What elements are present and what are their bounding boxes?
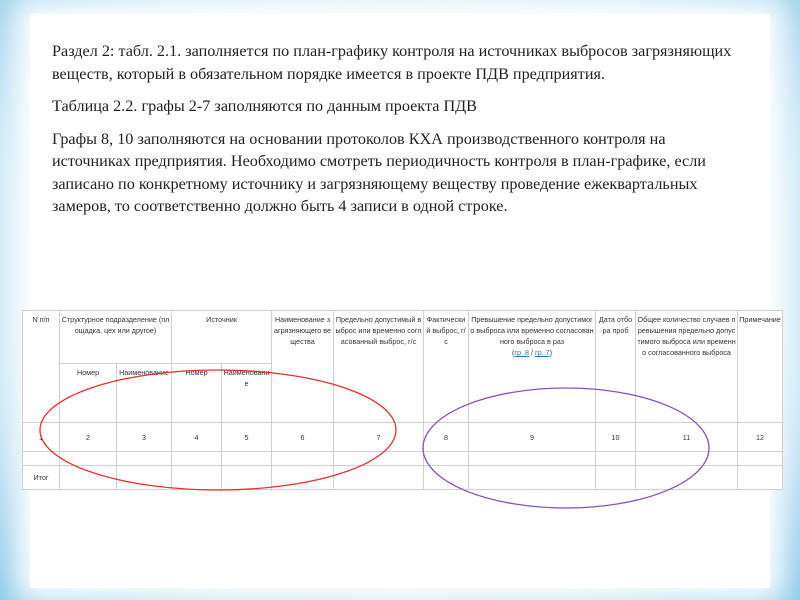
subheader-source-number: Номер (172, 364, 222, 423)
paragraph-section-2: Раздел 2: табл. 2.1. заполняется по план-графику контроля на источниках выбросов загрязняющих веществ, который в обязательном порядке имеется в проекте ПДВ предприятия. (52, 42, 732, 83)
instruction-text (52, 40, 732, 228)
header-excess: Превышение предельно допустимого выброса или временно согласованного выброса в раз (гр. 8 / гр. 7) (469, 311, 596, 423)
subheader-source-name: Наименование (222, 364, 272, 423)
link-separator: / (529, 348, 536, 357)
column-number: 1 (23, 423, 60, 452)
subheader-struct-name: Наименование (117, 364, 172, 423)
subheader-struct-number: Номер (60, 364, 117, 423)
column-number: 9 (469, 423, 596, 452)
column-number: 3 (117, 423, 172, 452)
link-column-8[interactable]: гр. 8 (514, 348, 530, 357)
paragraph-table-2-2: Таблица 2.2. графы 2-7 заполняются по данным проекта ПДВ (52, 97, 477, 115)
header-np: N п/п (23, 311, 60, 423)
excess-text: Превышение предельно допустимого выброса или временно согласованного выброса в раз (470, 315, 594, 346)
table-row (23, 452, 783, 466)
total-row (23, 466, 783, 490)
column-number: 11 (636, 423, 738, 452)
header-pollutant-name: Наименование загрязняющего вещества (272, 311, 334, 423)
report-table (22, 310, 781, 490)
column-number: 4 (172, 423, 222, 452)
header-excess-count: Общее количество случаев превышения предельно допустимого выброса или временно согласованного выброса (636, 311, 738, 423)
column-number: 5 (222, 423, 272, 452)
header-sampling-date: Дата отбора проб (596, 311, 636, 423)
header-structural-unit: Структурное подразделение (площадка, цех или другое) (60, 311, 172, 364)
column-number: 7 (334, 423, 424, 452)
total-label: Итог (23, 466, 60, 490)
column-number: 10 (596, 423, 636, 452)
header-actual-emission: Фактический выброс, г/с (424, 311, 469, 423)
column-number: 8 (424, 423, 469, 452)
column-number: 6 (272, 423, 334, 452)
column-numbers-row (23, 423, 783, 452)
header-note: Примечание (738, 311, 783, 423)
column-number: 12 (738, 423, 783, 452)
header-limit-emission: Предельно допустимый выброс или временно согласованный выброс, г/с (334, 311, 424, 423)
paragraph-columns-8-10: Графы 8, 10 заполняются на основании протоколов КХА производственного контроля на источниках предприятия. Необходимо смотреть периодичность контроля в план-графике, если записано по конкретному источнику и загрязняющему веществу проведение ежеквартальных замеров, то соответственно должно быть 4 записи в одной строке. (52, 129, 706, 215)
header-source: Источник (172, 311, 272, 364)
column-number: 2 (60, 423, 117, 452)
link-column-7[interactable]: гр. 7 (535, 348, 550, 357)
